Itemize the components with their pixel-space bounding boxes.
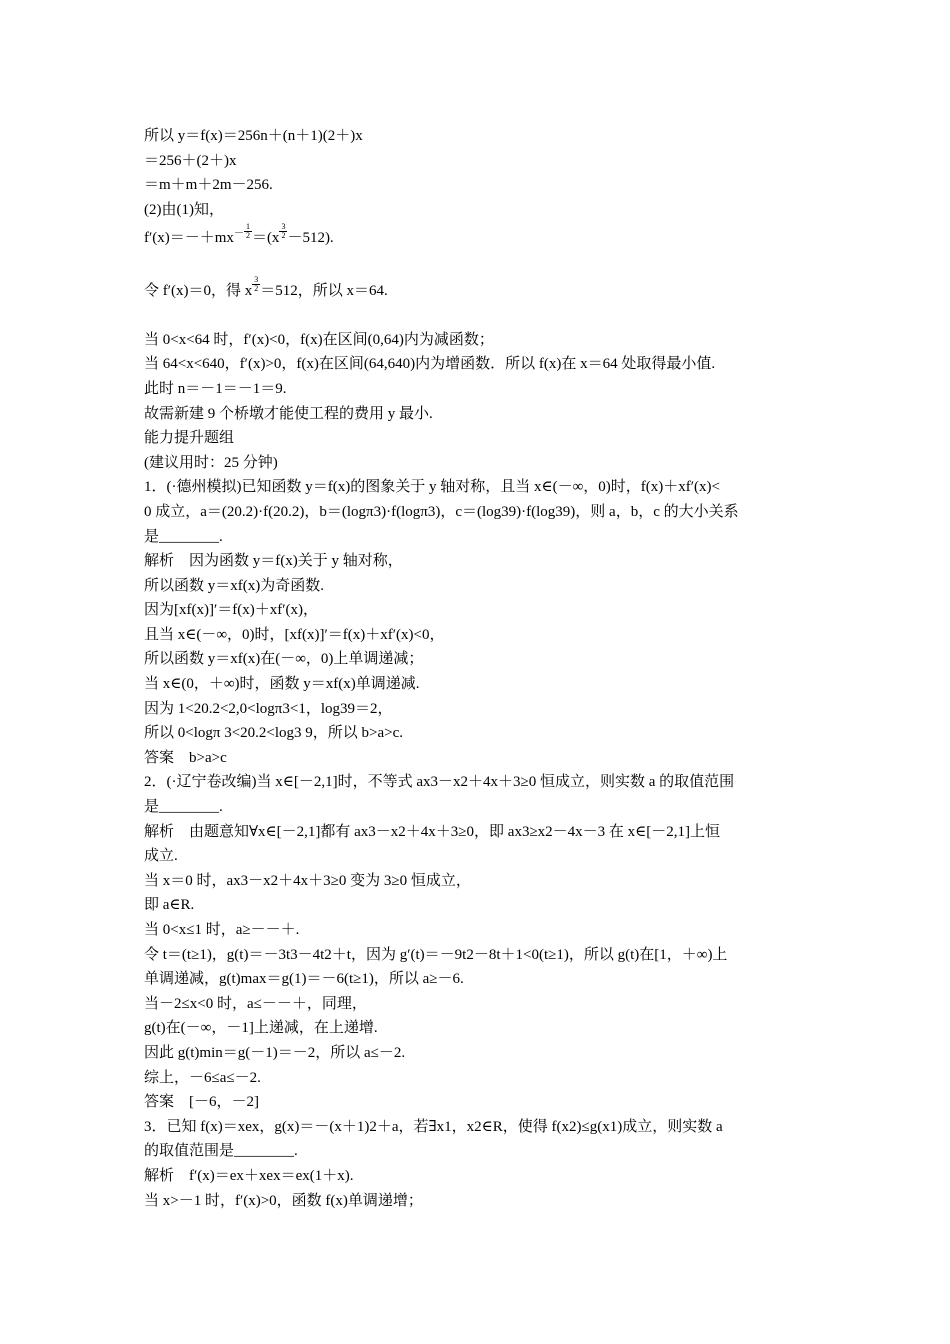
text-line: ＝256＋(2＋)x <box>144 152 237 169</box>
analysis-line: 所以 0<logπ 3<20.2<log3 9，所以 b>a>c. <box>144 725 404 742</box>
section-heading: 能力提升题组 <box>144 430 235 447</box>
text-fragment: ＝512，所以 x＝64. <box>260 282 388 299</box>
document-body <box>144 124 809 1213</box>
question-2-line: 是________. <box>144 799 223 816</box>
analysis-line: 成立. <box>144 848 178 865</box>
analysis-line: 因为[xf(x)]′＝f(x)＋xf′(x)， <box>144 602 319 619</box>
exponent-fraction <box>244 223 252 239</box>
exponent-fraction <box>279 223 287 239</box>
equation-line <box>144 276 809 304</box>
analysis-line: 所以函数 y＝xf(x)为奇函数. <box>144 577 324 594</box>
fraction-numerator: 3 <box>281 222 286 232</box>
fraction-numerator: 1 <box>245 222 250 232</box>
analysis-line: 当 x>－1 时，f′(x)>0，函数 f(x)单调递增； <box>144 1192 423 1209</box>
text-fragment: －512). <box>287 230 334 247</box>
question-3-line: 的取值范围是________. <box>144 1143 298 1160</box>
analysis-line: g(t)在(－∞，－1]上递减，在上递增. <box>144 1020 378 1037</box>
text-line: ＝m＋m＋2m－256. <box>144 177 273 194</box>
fraction-denominator: 2 <box>245 231 250 241</box>
question-1-line: 0 成立，a＝(20.2)·f(20.2)，b＝(logπ3)·f(logπ3)，c＝(log39)·f(log39)，则 a，b，c 的大小关系 <box>144 503 739 520</box>
time-suggestion: (建议用时：25 分钟) <box>144 454 278 471</box>
text-line: 当 64<x<640，f′(x)>0，f(x)在区间(64,640)内为增函数．所以 f(x)在 x＝64 处取得最小值. <box>144 356 716 373</box>
text-fragment: ＝(x <box>251 230 280 247</box>
analysis-line: 所以函数 y＝xf(x)在(－∞，0)上单调递减； <box>144 651 424 668</box>
text-fragment: 令 f′(x)＝0，得 x <box>144 282 253 299</box>
analysis-line: 令 t＝(t≥1)，g(t)＝－3t3－4t2＋t，因为 g′(t)＝－9t2－8t＋1<0(t≥1)，所以 g(t)在[1，＋∞)上 <box>144 946 728 963</box>
exponent-fraction <box>252 276 260 292</box>
analysis-line: 当 x∈(0，＋∞)时，函数 y＝xf(x)单调递减. <box>144 676 420 693</box>
text-fragment: f′(x)＝－＋mx <box>144 230 234 247</box>
analysis-line: 解析 因为函数 y＝f(x)关于 y 轴对称， <box>144 553 403 570</box>
analysis-line: 解析 由题意知∀x∈[－2,1]都有 ax3－x2＋4x＋3≥0，即 ax3≥x2－4x－3 在 x∈[－2,1]上恒 <box>144 823 721 840</box>
analysis-line: 解析 f′(x)＝ex＋xex＝ex(1＋x). <box>144 1167 354 1184</box>
fraction-denominator: 2 <box>254 283 259 293</box>
fraction-denominator: 2 <box>281 231 286 241</box>
text-line: (2)由(1)知， <box>144 201 224 218</box>
blank-line <box>144 303 809 328</box>
analysis-line: 当 x＝0 时，ax3－x2＋4x＋3≥0 变为 3≥0 恒成立， <box>144 872 471 889</box>
answer-line: 答案 b>a>c <box>144 749 227 766</box>
text-line: 当 0<x<64 时，f′(x)<0，f(x)在区间(0,64)内为减函数； <box>144 331 494 348</box>
question-1-line: 是________. <box>144 528 223 545</box>
question-2-line: 2．(·辽宁卷改编)当 x∈[－2,1]时，不等式 ax3－x2＋4x＋3≥0 恒成立，则实数 a 的取值范围 <box>144 774 735 791</box>
exponent-sign: － <box>233 228 244 240</box>
analysis-line: 且当 x∈(－∞，0)时，[xf(x)]′＝f(x)＋xf′(x)<0， <box>144 626 445 643</box>
analysis-line: 因为 1<20.2<2,0<logπ3<1，log39＝2， <box>144 700 393 717</box>
text-line: 此时 n＝－1＝－1＝9. <box>144 380 287 397</box>
fraction-numerator: 3 <box>254 274 259 284</box>
analysis-line: 因此 g(t)min＝g(－1)＝－2，所以 a≤－2. <box>144 1044 406 1061</box>
question-3-line: 3．已知 f(x)＝xex，g(x)＝－(x＋1)2＋a，若∃x1，x2∈R，使得 f(x2)≤g(x1)成立，则实数 a <box>144 1118 723 1135</box>
analysis-line: 当－2≤x<0 时，a≤－－＋，同理， <box>144 995 367 1012</box>
analysis-line: 即 a∈R. <box>144 897 195 914</box>
analysis-line: 当 0<x≤1 时，a≥－－＋. <box>144 922 300 938</box>
blank-line <box>144 251 809 276</box>
text-line: 所以 y＝f(x)＝256n＋(n＋1)(2＋)x <box>144 128 363 144</box>
analysis-line: 单调递减，g(t)max＝g(1)＝－6(t≥1)，所以 a≥－6. <box>144 971 464 988</box>
answer-line: 答案 [－6，－2] <box>144 1094 259 1111</box>
derivative-line <box>144 222 809 251</box>
text-line: 故需新建 9 个桥墩才能使工程的费用 y 最小. <box>144 405 433 422</box>
analysis-line: 综上，－6≤a≤－2. <box>144 1069 261 1086</box>
question-1-line: 1．(·德州模拟)已知函数 y＝f(x)的图象关于 y 轴对称，且当 x∈(－∞，0)时，f(x)＋xf′(x)< <box>144 479 720 496</box>
